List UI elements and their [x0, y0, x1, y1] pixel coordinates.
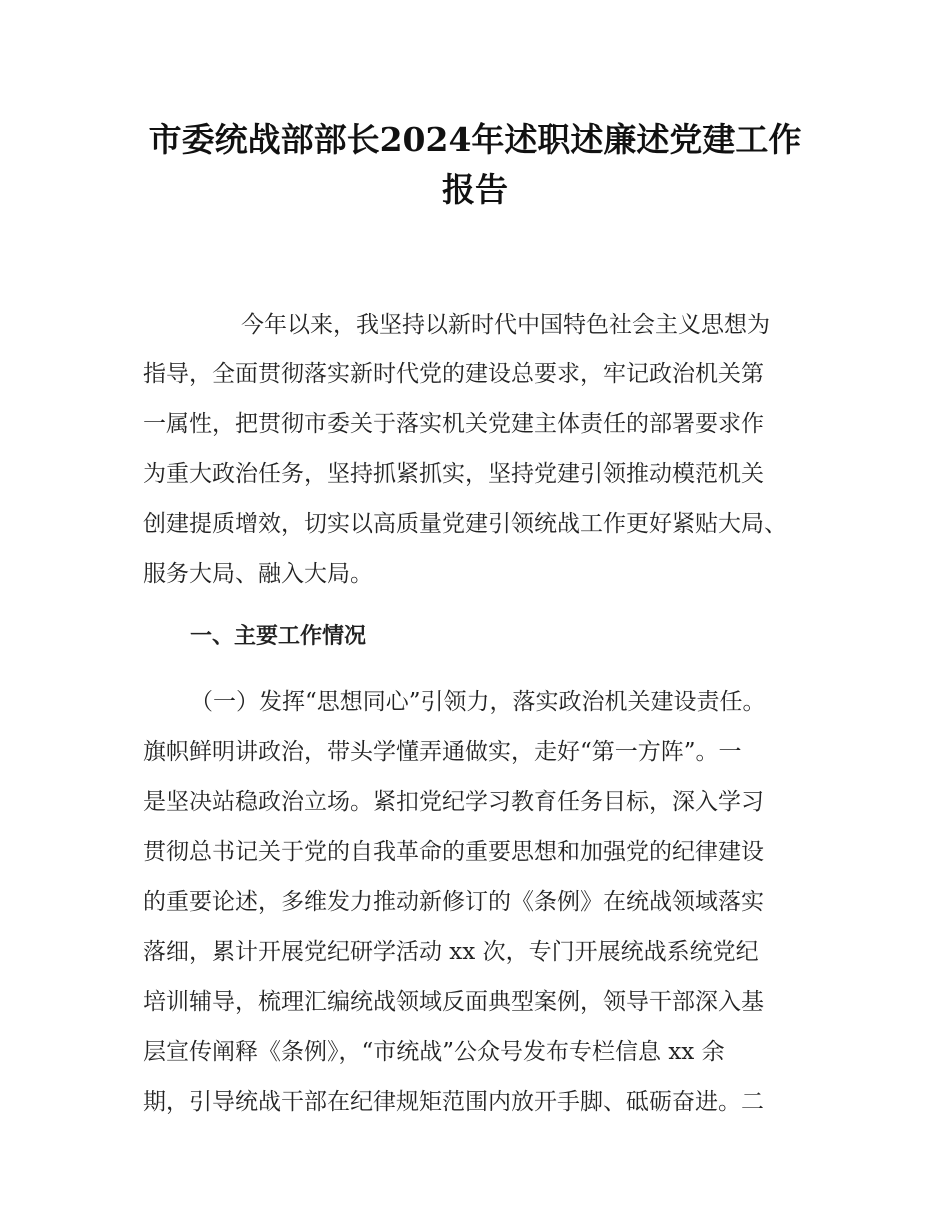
- intro-paragraph-line: 服务大局、融入大局。: [143, 561, 373, 587]
- document-title-line-2: 报告: [442, 170, 508, 209]
- intro-paragraph-line: 一属性，把贯彻市委关于落实机关党建主体责任的部署要求作: [143, 411, 764, 437]
- intro-paragraph-line: 创建提质增效，切实以高质量党建引领统战工作更好紧贴大局、: [143, 511, 787, 537]
- body-paragraph-line: （一）发挥“思想同心”引领力，落实政治机关建设责任。: [190, 689, 766, 715]
- section-heading: 一、主要工作情况: [190, 624, 367, 649]
- body-paragraph-line: 期，引导统战干部在纪律规矩范围内放开手脚、砥砺奋进。二: [143, 1089, 764, 1115]
- body-paragraph-line: 旗帜鲜明讲政治，带头学懂弄通做实，走好“第一方阵”。一: [143, 739, 742, 765]
- body-paragraph-line: 贯彻总书记关于党的自我革命的重要思想和加强党的纪律建设: [143, 839, 764, 865]
- body-paragraph-line: 培训辅导，梳理汇编统战领域反面典型案例，领导干部深入基: [143, 989, 764, 1015]
- intro-paragraph-line: 为重大政治任务，坚持抓紧抓实，坚持党建引领推动模范机关: [143, 461, 764, 487]
- body-paragraph-line: 层宣传阐释《条例》，“市统战”公众号发布专栏信息 xx 余: [143, 1039, 725, 1065]
- intro-paragraph-line: 今年以来，我坚持以新时代中国特色社会主义思想为: [241, 312, 770, 338]
- intro-paragraph-line: 指导，全面贯彻落实新时代党的建设总要求，牢记政治机关第: [143, 361, 764, 387]
- document-title-line-1: 市委统战部部长2024年述职述廉述党建工作: [148, 120, 802, 159]
- body-paragraph-line: 落细，累计开展党纪研学活动 xx 次，专门开展统战系统党纪: [143, 939, 759, 965]
- body-paragraph-line: 的重要论述，多维发力推动新修订的《条例》在统战领域落实: [143, 889, 764, 915]
- body-paragraph-line: 是坚决站稳政治立场。紧扣党纪学习教育任务目标，深入学习: [143, 789, 764, 815]
